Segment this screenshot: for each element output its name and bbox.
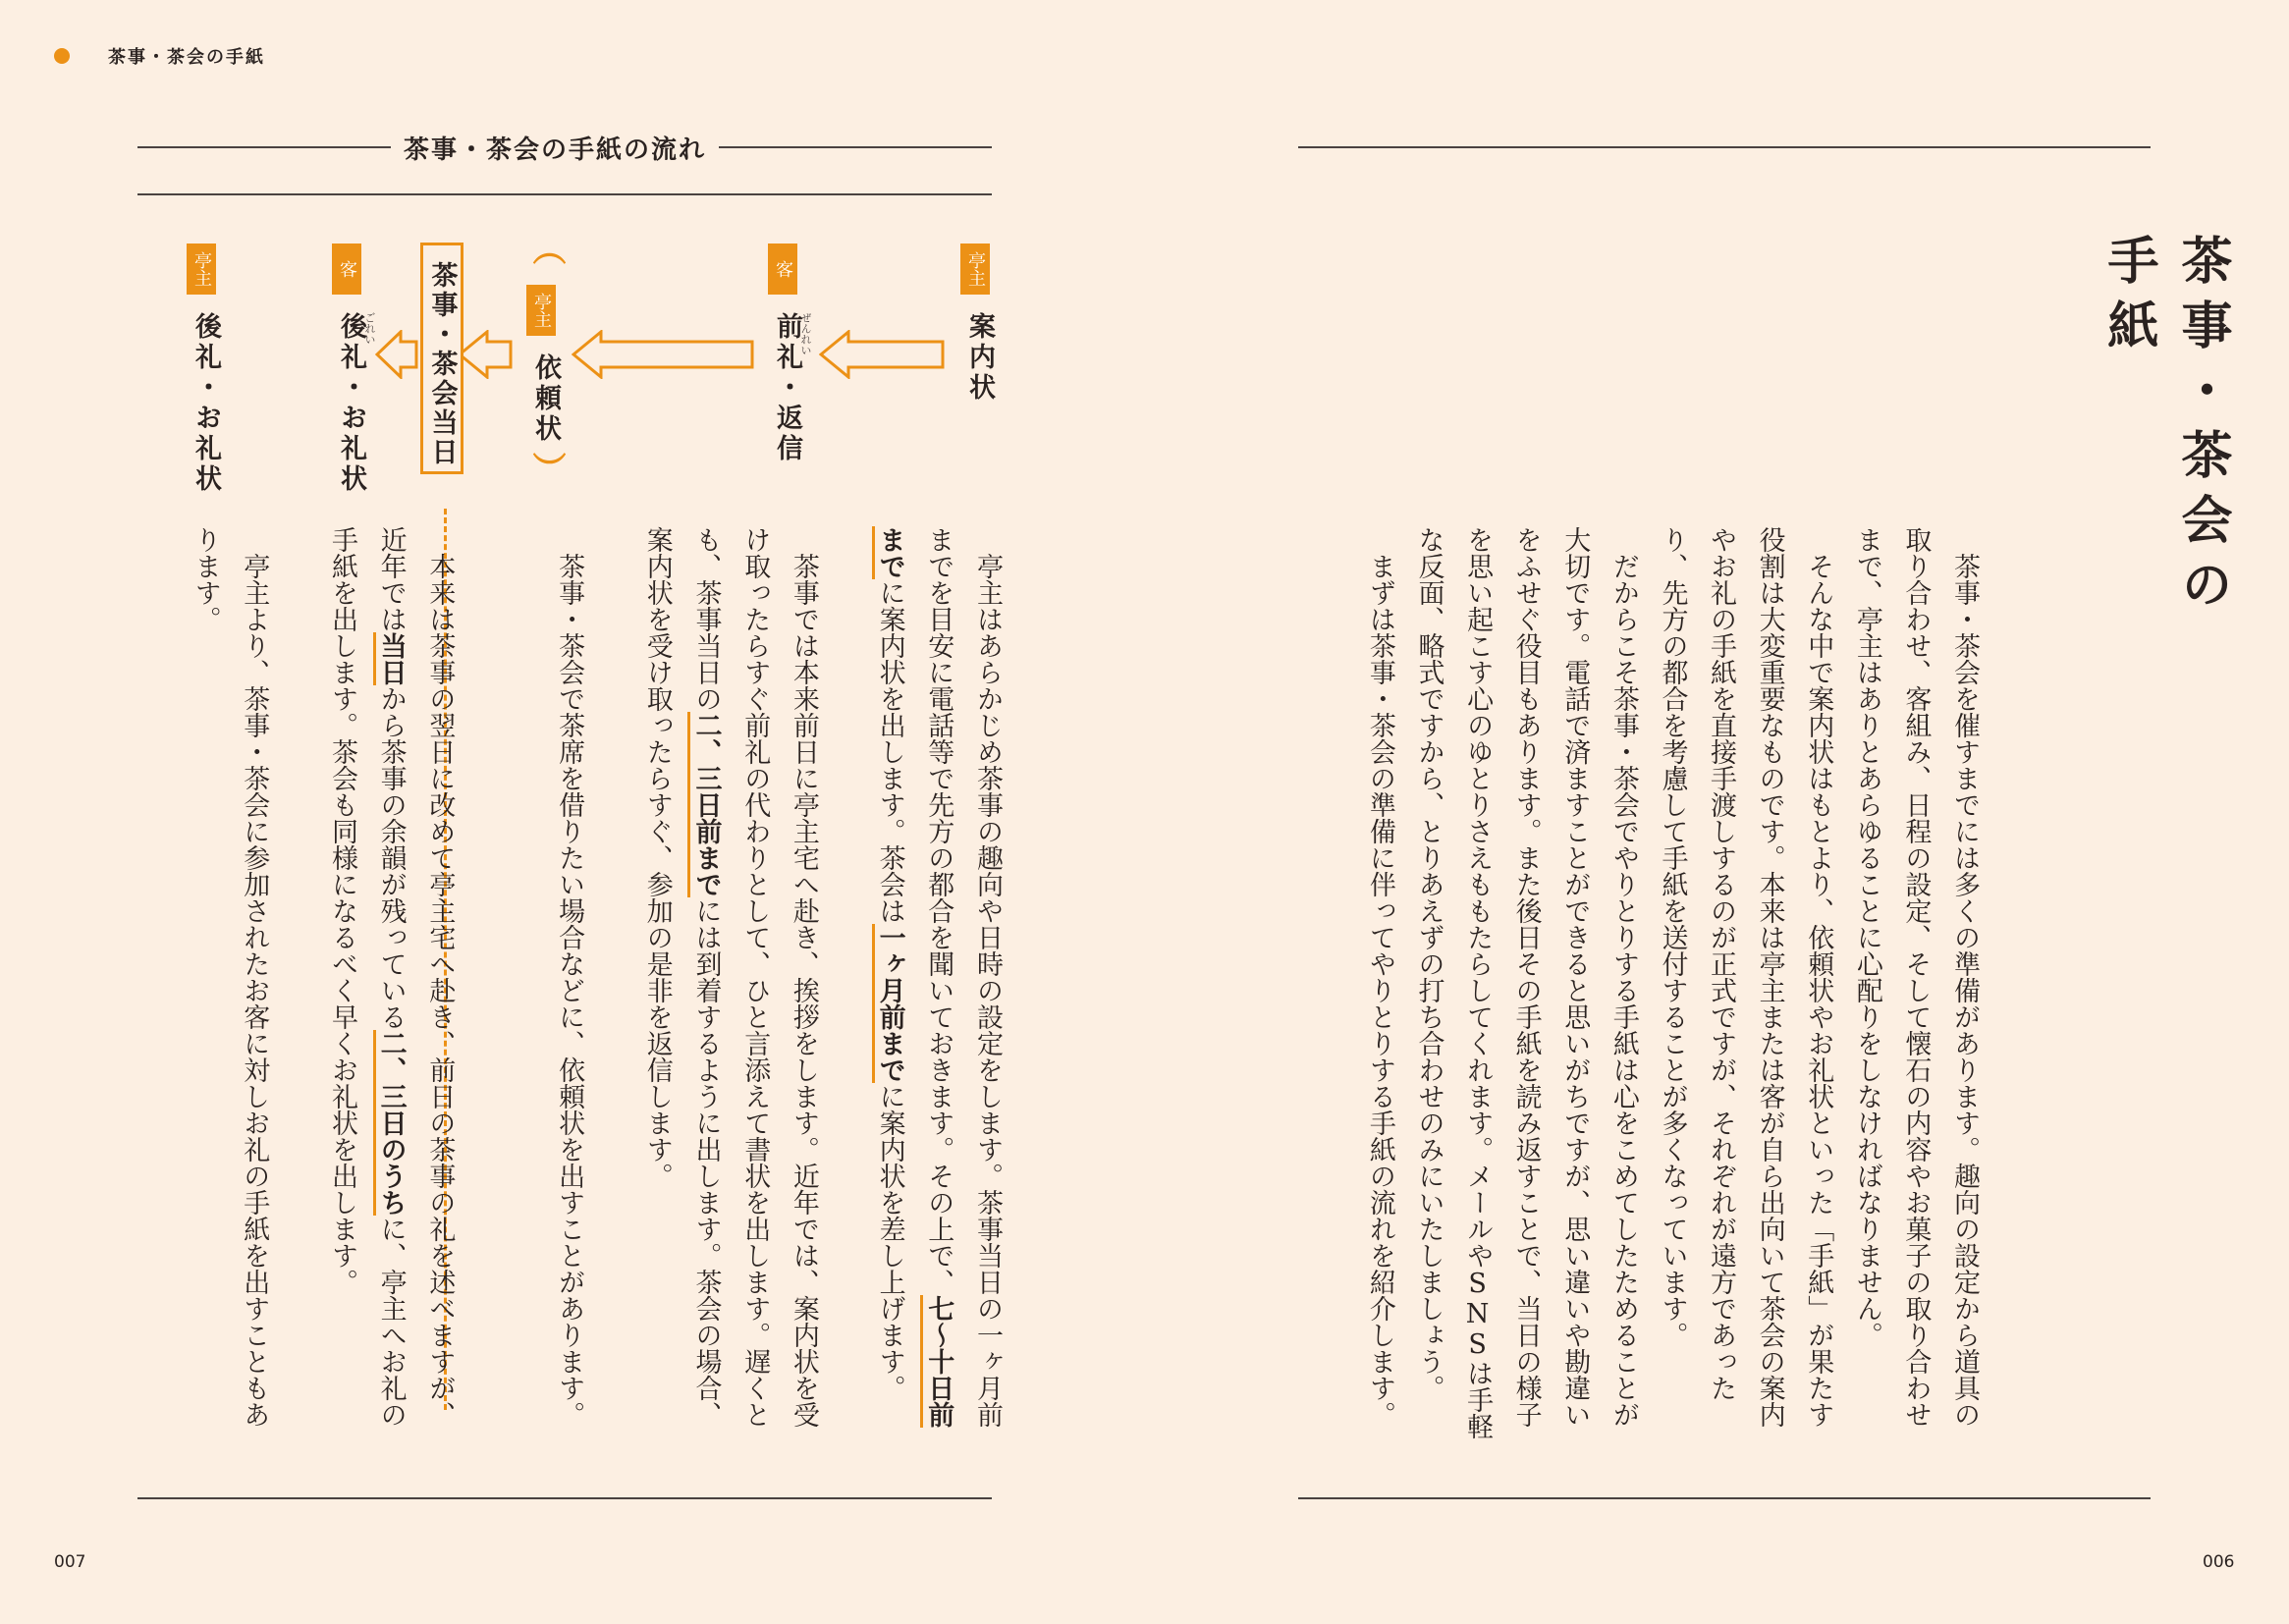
left-block-request bbox=[544, 526, 593, 1449]
text-run: 茶事・茶会で茶席を借りたい場合などに、依頼状を出すことがあります。 bbox=[554, 553, 585, 1428]
left-block-gorei bbox=[317, 526, 463, 1449]
left-block-zenrei bbox=[632, 526, 828, 1449]
text-run: には到着するように出します。茶会の場合、案内状を受け取ったらすぐ、参加の是非を返信します。 bbox=[641, 526, 722, 1428]
flow-label-host-thanks: 後礼・お礼状 bbox=[191, 312, 221, 495]
right-top-rule bbox=[1298, 146, 2151, 148]
left-second-rule bbox=[137, 193, 992, 195]
right-paragraph-3: だからこそ茶事・茶会でやりとりする手紙は心をこめてしたためることが大切です。電話で済ますことができると思いがちですが、思い違いや勘違いをふせぐ役目もあります。また後日その手紙を読み返すことで、当日の様子を思い起こす心のゆとりさえももたらしてくれます。メールやSNSは手軽な反面、略式ですから、とりあえずの打ち合わせのみにいたしましょう。 bbox=[1413, 526, 1639, 1439]
left-top-rule-left bbox=[137, 146, 391, 148]
highlight-2-3-days: 二、三日前まで bbox=[687, 712, 721, 897]
left-body-text bbox=[142, 526, 1011, 1449]
flow-label-zenrei-text: 前礼・返信 bbox=[772, 312, 802, 464]
text-run: 亭主より、茶事・茶会に参加されたお客に対しお礼の手紙を出すこともあります。 bbox=[190, 526, 270, 1428]
right-paragraph-1: 茶事・茶会を催すまでには多くの準備があります。趣向の設定から道具の取り合わせ、客組み、日程の設定、そして懐石の内容やお菓子の取り合わせまで、亭主はありとあらゆることに心配りをしなければなりません。 bbox=[1851, 526, 1980, 1428]
text-run: 茶事では本来前日に亭主宅へ赴き、挨拶をします。近年では、案内状を受け取ったらすぐ前礼の代わりとして、ひと言添えて書状を出します。遅くとも、茶事当日の bbox=[690, 526, 819, 1428]
highlight-7-10-days: 七〜十日前まで bbox=[872, 526, 954, 1428]
text-run: 本来は茶事の翌日に改めて亭主宅へ赴き、前日の茶事の礼を述べますが、近年では bbox=[375, 526, 456, 1428]
bullet-dot-icon bbox=[54, 48, 70, 64]
badge-host-1: 亭主 bbox=[960, 244, 990, 295]
badge-host-2: 亭主 bbox=[526, 285, 556, 336]
left-block-host-thanks bbox=[181, 526, 278, 1449]
page-number-left: 007 bbox=[54, 1552, 86, 1572]
text-run: に案内状を差し上げます。 bbox=[874, 1083, 905, 1401]
right-paragraph-2: そんな中で案内状はもとより、依頼状やお礼状といった「手紙」が果たす役割は大変重要なものです。本来は亭主または客が自ら出向いて茶会の案内やお礼の手紙を直接手渡しするのが正式ですが、それぞれが遠方であったり、先方の都合を考慮して手紙を送付することが多くなっています。 bbox=[1657, 526, 1834, 1428]
text-run: から茶事の余韻が残っている bbox=[375, 685, 407, 1030]
badge-guest-2: 客 bbox=[332, 244, 361, 295]
arrow-left-icon bbox=[375, 330, 418, 379]
highlight-same-day: 当日 bbox=[373, 632, 407, 685]
text-run: に、亭主へお礼の手紙を出します。茶会も同様になるべく早くお礼状を出します。 bbox=[326, 526, 407, 1428]
highlight-within-2-3-days: 二、三日のうち bbox=[373, 1030, 407, 1216]
section-title: 茶事・茶会の手紙の流れ bbox=[403, 135, 706, 165]
flow-label-request: 依頼状 bbox=[530, 353, 561, 445]
flow-label-event-day: 茶事・茶会当日 bbox=[426, 261, 458, 467]
ruby-zenrei: ぜんれい bbox=[799, 312, 812, 355]
left-top-rule-right bbox=[719, 146, 992, 148]
flow-label-invitation: 案内状 bbox=[964, 312, 995, 404]
flow-label-gorei: 後礼・お礼状 bbox=[336, 312, 366, 495]
paren-open: ︵ bbox=[526, 232, 566, 265]
right-body-text bbox=[1301, 526, 1989, 1449]
highlight-one-month: 一ヶ月前まで bbox=[872, 924, 905, 1083]
paren-close: ︶ bbox=[526, 452, 566, 485]
ruby-gorei: ごれい bbox=[363, 312, 376, 345]
page-number-right: 006 bbox=[2203, 1552, 2235, 1572]
badge-guest-1: 客 bbox=[768, 244, 797, 295]
arrow-left-icon bbox=[458, 330, 513, 379]
left-bottom-rule bbox=[137, 1497, 992, 1499]
event-day-box bbox=[420, 243, 463, 474]
left-block-invitation bbox=[865, 526, 1011, 1449]
text-run: に案内状を出します。茶会は bbox=[874, 579, 905, 924]
arrow-left-icon bbox=[819, 330, 945, 379]
running-head: 茶事・茶会の手紙 bbox=[108, 47, 265, 68]
right-bottom-rule bbox=[1298, 1497, 2151, 1499]
badge-host-3: 亭主 bbox=[187, 244, 216, 295]
right-paragraph-4: まずは茶事・茶会の準備に伴ってやりとりする手紙の流れを紹介します。 bbox=[1364, 553, 1395, 1428]
arrow-left-icon bbox=[572, 330, 754, 379]
text-run: 亭主はあらかじめ茶事の趣向や日時の設定をします。茶事当日の一ヶ月前までを目安に電話等で先方の都合を聞いておきます。その上で、 bbox=[923, 526, 1003, 1428]
main-title: 茶事・茶会の手紙 bbox=[2098, 234, 2231, 623]
